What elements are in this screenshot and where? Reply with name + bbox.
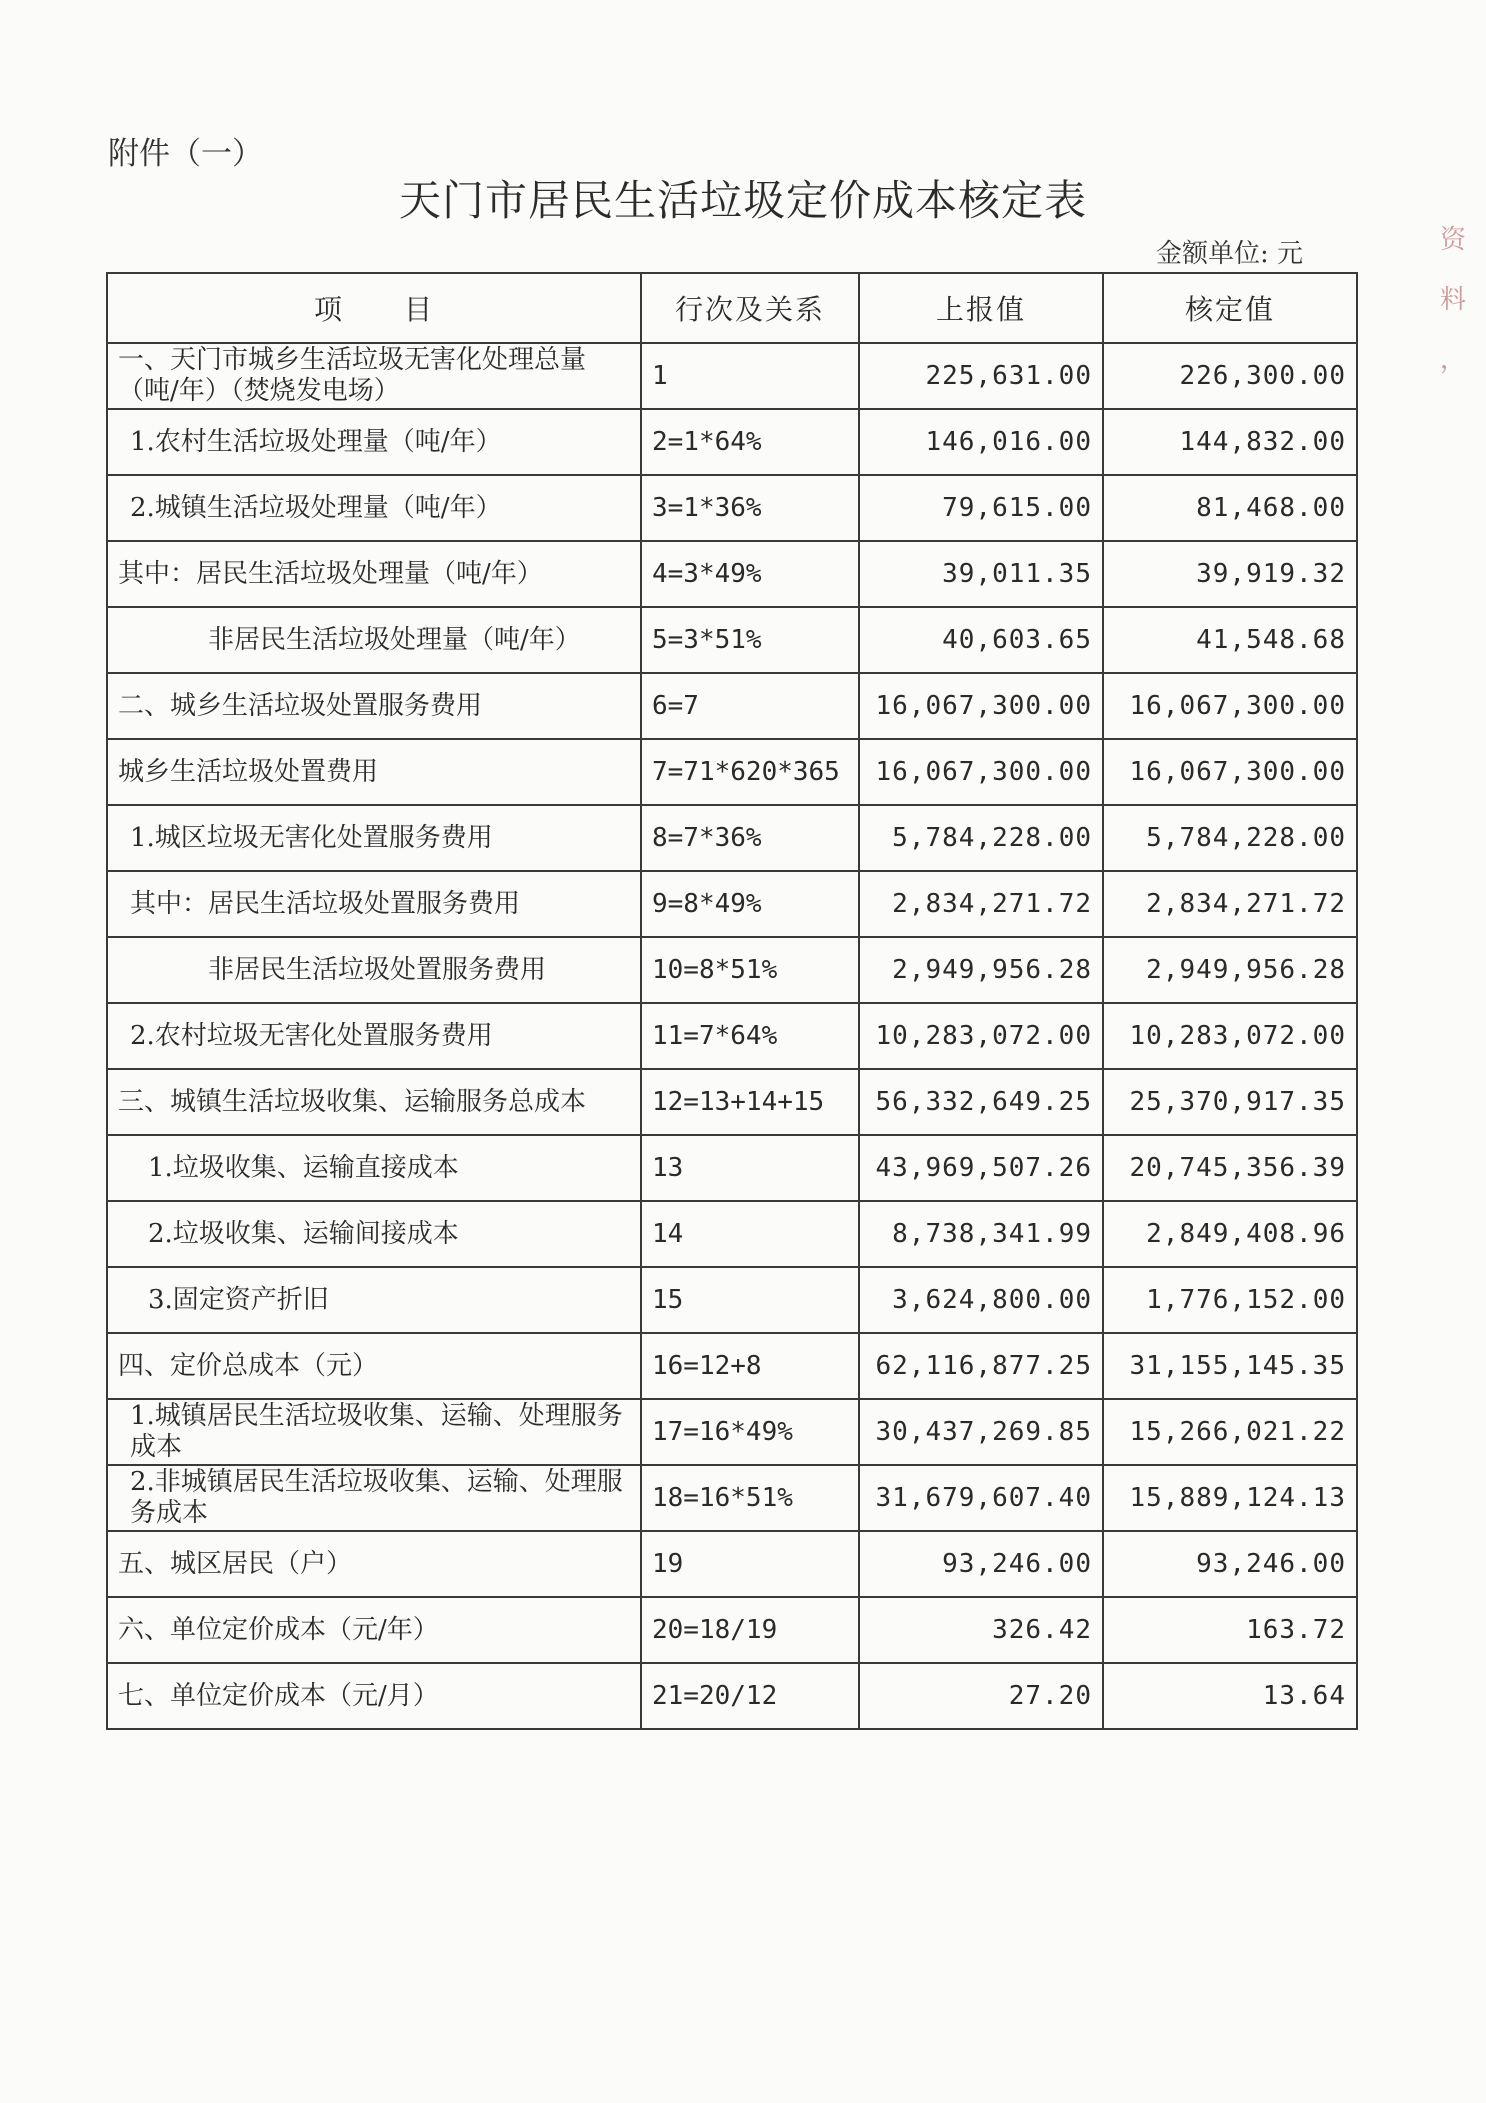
row-relation: 12=13+14+15	[641, 1069, 859, 1135]
row-approved-value: 1,776,152.00	[1103, 1267, 1357, 1333]
column-header-item: 项 目	[107, 273, 641, 343]
row-item: 其中：居民生活垃圾处置服务费用	[107, 871, 641, 937]
row-approved-value: 144,832.00	[1103, 409, 1357, 475]
row-item: 二、城乡生活垃圾处置服务费用	[107, 673, 641, 739]
row-reported-value: 2,834,271.72	[859, 871, 1103, 937]
row-relation: 13	[641, 1135, 859, 1201]
row-relation: 2=1*64%	[641, 409, 859, 475]
row-relation: 7=71*620*365	[641, 739, 859, 805]
table-row	[107, 805, 1357, 871]
row-item: 五、城区居民（户）	[107, 1531, 641, 1597]
row-relation: 21=20/12	[641, 1663, 859, 1729]
row-item: 城乡生活垃圾处置费用	[107, 739, 641, 805]
table-header-row	[107, 273, 1357, 343]
row-reported-value: 56,332,649.25	[859, 1069, 1103, 1135]
table-row	[107, 409, 1357, 475]
row-approved-value: 16,067,300.00	[1103, 739, 1357, 805]
row-reported-value: 16,067,300.00	[859, 673, 1103, 739]
row-item: 六、单位定价成本（元/年）	[107, 1597, 641, 1663]
table-row	[107, 1531, 1357, 1597]
table-row	[107, 1663, 1357, 1729]
table-row	[107, 871, 1357, 937]
row-reported-value: 79,615.00	[859, 475, 1103, 541]
table-row	[107, 1465, 1357, 1531]
row-approved-value: 2,849,408.96	[1103, 1201, 1357, 1267]
row-reported-value: 8,738,341.99	[859, 1201, 1103, 1267]
row-relation: 16=12+8	[641, 1333, 859, 1399]
table-row	[107, 1069, 1357, 1135]
row-item: 2.农村垃圾无害化处置服务费用	[107, 1003, 641, 1069]
row-approved-value: 31,155,145.35	[1103, 1333, 1357, 1399]
row-relation: 9=8*49%	[641, 871, 859, 937]
row-relation: 19	[641, 1531, 859, 1597]
row-item: 非居民生活垃圾处理量（吨/年）	[107, 607, 641, 673]
row-reported-value: 30,437,269.85	[859, 1399, 1103, 1465]
row-item: 2.垃圾收集、运输间接成本	[107, 1201, 641, 1267]
row-item: 1.城镇居民生活垃圾收集、运输、处理服务成本	[107, 1399, 641, 1465]
row-item: 2.非城镇居民生活垃圾收集、运输、处理服务成本	[107, 1465, 641, 1531]
row-relation: 17=16*49%	[641, 1399, 859, 1465]
table-row	[107, 475, 1357, 541]
edge-seal-mark: 资 料 ，	[1440, 225, 1467, 375]
row-item: 一、天门市城乡生活垃圾无害化处理总量（吨/年）（焚烧发电场）	[107, 343, 641, 409]
row-approved-value: 15,266,021.22	[1103, 1399, 1357, 1465]
row-approved-value: 25,370,917.35	[1103, 1069, 1357, 1135]
table-row	[107, 937, 1357, 1003]
row-approved-value: 39,919.32	[1103, 541, 1357, 607]
row-relation: 5=3*51%	[641, 607, 859, 673]
row-reported-value: 40,603.65	[859, 607, 1103, 673]
row-relation: 4=3*49%	[641, 541, 859, 607]
row-reported-value: 326.42	[859, 1597, 1103, 1663]
row-approved-value: 163.72	[1103, 1597, 1357, 1663]
row-reported-value: 5,784,228.00	[859, 805, 1103, 871]
row-relation: 15	[641, 1267, 859, 1333]
row-approved-value: 226,300.00	[1103, 343, 1357, 409]
row-reported-value: 43,969,507.26	[859, 1135, 1103, 1201]
row-reported-value: 10,283,072.00	[859, 1003, 1103, 1069]
table-row	[107, 1003, 1357, 1069]
table-row	[107, 673, 1357, 739]
row-item: 非居民生活垃圾处置服务费用	[107, 937, 641, 1003]
table-row	[107, 1135, 1357, 1201]
annex-label: 附件（一）	[108, 136, 263, 172]
row-relation: 11=7*64%	[641, 1003, 859, 1069]
row-approved-value: 2,834,271.72	[1103, 871, 1357, 937]
row-item: 四、定价总成本（元）	[107, 1333, 641, 1399]
row-item: 3.固定资产折旧	[107, 1267, 641, 1333]
row-item: 三、城镇生活垃圾收集、运输服务总成本	[107, 1069, 641, 1135]
row-relation: 3=1*36%	[641, 475, 859, 541]
row-reported-value: 62,116,877.25	[859, 1333, 1103, 1399]
column-header-reported: 上报值	[859, 273, 1103, 343]
table-row	[107, 1597, 1357, 1663]
row-item: 2.城镇生活垃圾处理量（吨/年）	[107, 475, 641, 541]
row-reported-value: 93,246.00	[859, 1531, 1103, 1597]
row-reported-value: 16,067,300.00	[859, 739, 1103, 805]
row-relation: 8=7*36%	[641, 805, 859, 871]
row-reported-value: 2,949,956.28	[859, 937, 1103, 1003]
row-approved-value: 15,889,124.13	[1103, 1465, 1357, 1531]
row-relation: 6=7	[641, 673, 859, 739]
row-approved-value: 5,784,228.00	[1103, 805, 1357, 871]
row-approved-value: 16,067,300.00	[1103, 673, 1357, 739]
table-row	[107, 343, 1357, 409]
row-relation: 18=16*51%	[641, 1465, 859, 1531]
row-reported-value: 27.20	[859, 1663, 1103, 1729]
row-relation: 20=18/19	[641, 1597, 859, 1663]
column-header-relation: 行次及关系	[641, 273, 859, 343]
row-relation: 1	[641, 343, 859, 409]
row-approved-value: 41,548.68	[1103, 607, 1357, 673]
amount-unit-label: 金额单位: 元	[1156, 239, 1304, 269]
row-relation: 10=8*51%	[641, 937, 859, 1003]
row-approved-value: 81,468.00	[1103, 475, 1357, 541]
row-approved-value: 20,745,356.39	[1103, 1135, 1357, 1201]
row-item: 七、单位定价成本（元/月）	[107, 1663, 641, 1729]
row-item: 1.农村生活垃圾处理量（吨/年）	[107, 409, 641, 475]
document-title: 天门市居民生活垃圾定价成本核定表	[398, 176, 1087, 225]
table-row	[107, 1399, 1357, 1465]
table-row	[107, 607, 1357, 673]
row-reported-value: 146,016.00	[859, 409, 1103, 475]
cost-table	[106, 272, 1358, 1730]
row-approved-value: 93,246.00	[1103, 1531, 1357, 1597]
row-approved-value: 13.64	[1103, 1663, 1357, 1729]
row-item: 1.城区垃圾无害化处置服务费用	[107, 805, 641, 871]
row-relation: 14	[641, 1201, 859, 1267]
row-reported-value: 225,631.00	[859, 343, 1103, 409]
table-row	[107, 1267, 1357, 1333]
row-reported-value: 39,011.35	[859, 541, 1103, 607]
table-row	[107, 1201, 1357, 1267]
table-row	[107, 739, 1357, 805]
table-row	[107, 1333, 1357, 1399]
row-approved-value: 10,283,072.00	[1103, 1003, 1357, 1069]
column-header-approved: 核定值	[1103, 273, 1357, 343]
row-reported-value: 3,624,800.00	[859, 1267, 1103, 1333]
row-item: 1.垃圾收集、运输直接成本	[107, 1135, 641, 1201]
table-row	[107, 541, 1357, 607]
row-item: 其中：居民生活垃圾处理量（吨/年）	[107, 541, 641, 607]
row-reported-value: 31,679,607.40	[859, 1465, 1103, 1531]
row-approved-value: 2,949,956.28	[1103, 937, 1357, 1003]
